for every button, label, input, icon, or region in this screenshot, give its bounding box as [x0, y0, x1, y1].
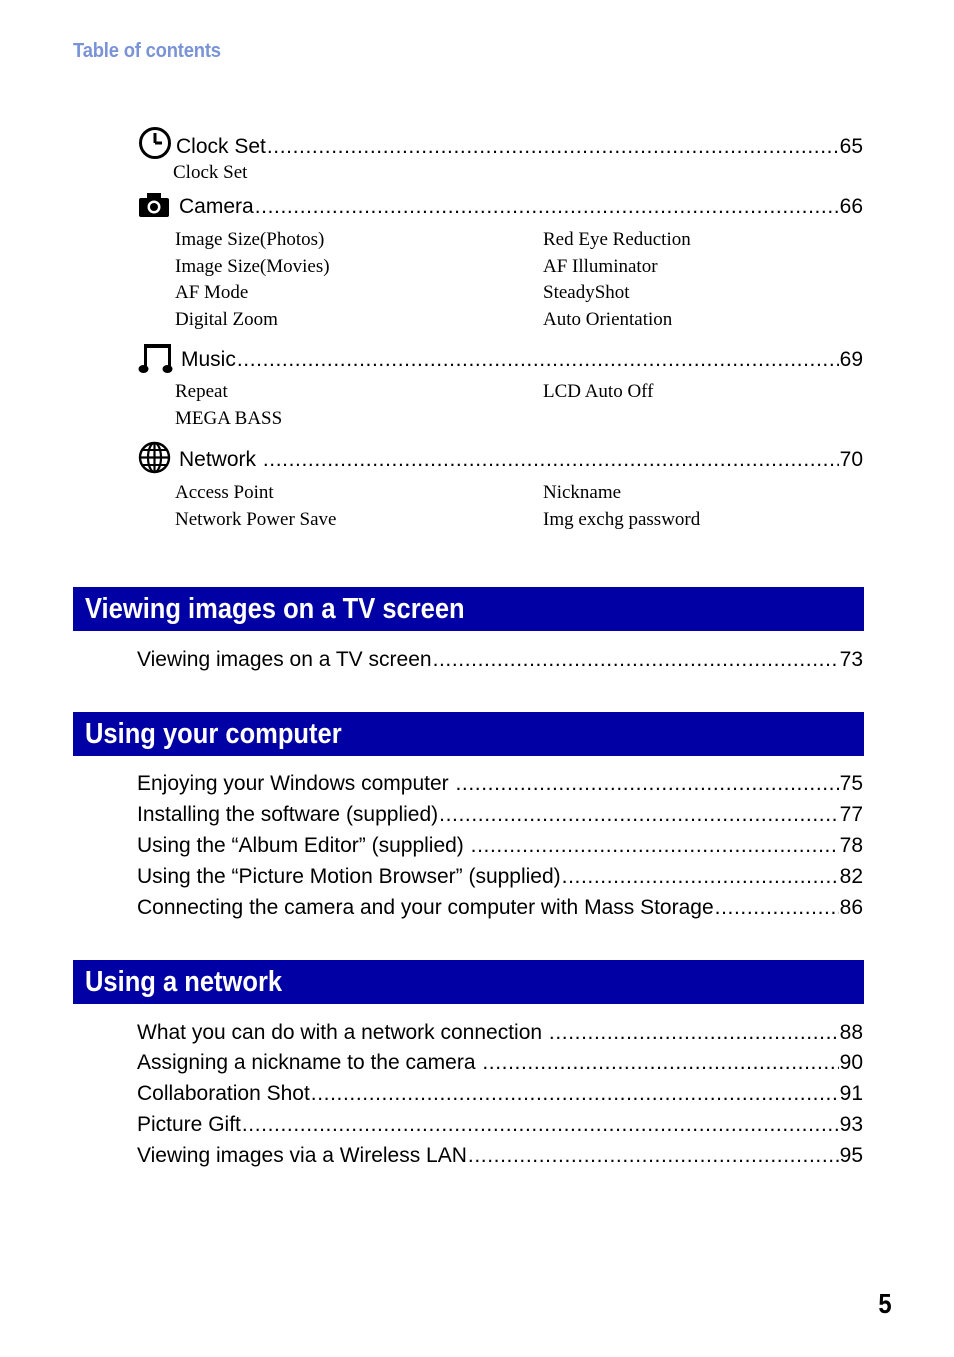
section-banner-computer [73, 712, 864, 756]
network-subitems-left [175, 480, 336, 533]
toc-entry-label: Picture Gift [137, 1113, 241, 1136]
section-banner-network [73, 960, 864, 1004]
dot-leader [482, 1050, 838, 1076]
toc-entry-page: 70 [839, 448, 863, 471]
dot-leader [455, 771, 838, 797]
toc-entry-page: 90 [839, 1051, 863, 1074]
globe-icon [138, 441, 171, 474]
toc-entry[interactable] [137, 647, 863, 673]
toc-entry-label: Music [181, 348, 236, 371]
toc-entry-page: 93 [839, 1113, 863, 1136]
sub-item: Network Power Save [175, 508, 337, 530]
toc-entry-label: Using the “Album Editor” (supplied) [137, 834, 470, 857]
toc-entry-camera[interactable] [179, 194, 863, 220]
dot-leader [468, 1143, 839, 1169]
toc-entry-page: 95 [839, 1144, 863, 1167]
dot-leader [715, 895, 839, 921]
toc-entry-page: 77 [839, 803, 863, 826]
toc-entry-label: Viewing images via a Wireless LAN [137, 1144, 467, 1167]
dot-leader [242, 1112, 839, 1138]
dot-leader [263, 447, 839, 473]
toc-entry-label: Installing the software (supplied) [137, 803, 439, 826]
section-title: Using a network [85, 966, 283, 998]
sub-item: SteadyShot [543, 282, 630, 303]
sub-item: Clock Set [173, 162, 248, 183]
sub-item: Access Point [175, 482, 274, 503]
sub-item: Digital Zoom [175, 308, 278, 330]
dot-leader [255, 194, 839, 220]
toc-entry-page: 73 [839, 648, 863, 671]
section-title: Viewing images on a TV screen [85, 593, 465, 625]
toc-entry-label: What you can do with a network connection [137, 1021, 548, 1044]
toc-entry[interactable] [137, 1112, 863, 1138]
music-subitems-left [175, 379, 282, 432]
sub-item: Img exchg password [543, 508, 701, 530]
camera-subitems-right [543, 227, 691, 333]
page-number: 5 [878, 1288, 892, 1319]
clock-subitems [173, 160, 247, 187]
toc-entry-label: Enjoying your Windows computer [137, 772, 455, 795]
sub-item: Red Eye Reduction [543, 229, 691, 250]
toc-entry-page: 65 [839, 135, 863, 158]
toc-entry[interactable] [137, 802, 863, 828]
toc-entry-page: 66 [839, 195, 863, 218]
toc-entry[interactable] [137, 1081, 863, 1107]
toc-entry-label: Collaboration Shot [137, 1082, 310, 1105]
sub-item: AF Illuminator [543, 255, 658, 277]
table-of-contents-link[interactable]: Table of contents [73, 40, 221, 62]
sub-item: LCD Auto Off [543, 381, 654, 402]
toc-entry-page: 78 [839, 834, 863, 857]
toc-entry-page: 75 [839, 772, 863, 795]
music-note-icon [138, 341, 174, 375]
sub-item: MEGA BASS [175, 407, 283, 429]
sub-item: Auto Orientation [543, 308, 673, 330]
toc-entry-label: Clock Set [176, 135, 266, 158]
toc-entry-page: 91 [839, 1082, 863, 1105]
toc-entry[interactable] [137, 1143, 863, 1169]
dot-leader [562, 864, 839, 890]
camera-subitems-left [175, 227, 330, 333]
dot-leader [549, 1020, 839, 1046]
sub-item: AF Mode [175, 282, 249, 303]
dot-leader [267, 134, 839, 160]
toc-entry-clock-set[interactable] [176, 134, 863, 160]
section-banner-tv [73, 587, 864, 631]
sub-item: Image Size(Photos) [175, 229, 325, 250]
sub-item: Repeat [175, 381, 228, 402]
music-subitems-right [543, 379, 653, 406]
dot-leader [237, 347, 839, 373]
toc-entry[interactable] [137, 833, 863, 859]
clock-icon [138, 126, 172, 160]
toc-entry-label: Network [179, 448, 262, 471]
toc-entry-label: Connecting the camera and your computer with Mass Storage [137, 896, 714, 919]
dot-leader [433, 647, 839, 673]
toc-entry-page: 82 [839, 865, 863, 888]
toc-entry-network[interactable] [179, 447, 863, 473]
toc-entry[interactable] [137, 1020, 863, 1046]
toc-entry-label: Using the “Picture Motion Browser” (supplied) [137, 865, 561, 888]
sub-item: Nickname [543, 482, 622, 503]
toc-entry[interactable] [137, 864, 863, 890]
toc-entry-page: 88 [839, 1021, 863, 1044]
toc-entry-label: Camera [179, 195, 254, 218]
dot-leader [439, 802, 838, 828]
section-title: Using your computer [85, 718, 342, 750]
dot-leader [471, 833, 839, 859]
toc-entry[interactable] [137, 895, 863, 921]
toc-entry-music[interactable] [181, 347, 863, 373]
toc-entry-label: Assigning a nickname to the camera [137, 1051, 482, 1074]
dot-leader [311, 1081, 839, 1107]
network-subitems-right [543, 480, 700, 533]
toc-entry-label: Viewing images on a TV screen [137, 648, 432, 671]
toc-entry-page: 86 [839, 896, 863, 919]
toc-entry[interactable] [137, 771, 863, 797]
camera-icon [138, 191, 170, 219]
sub-item: Image Size(Movies) [175, 255, 330, 277]
toc-entry-page: 69 [839, 348, 863, 371]
toc-entry[interactable] [137, 1050, 863, 1076]
